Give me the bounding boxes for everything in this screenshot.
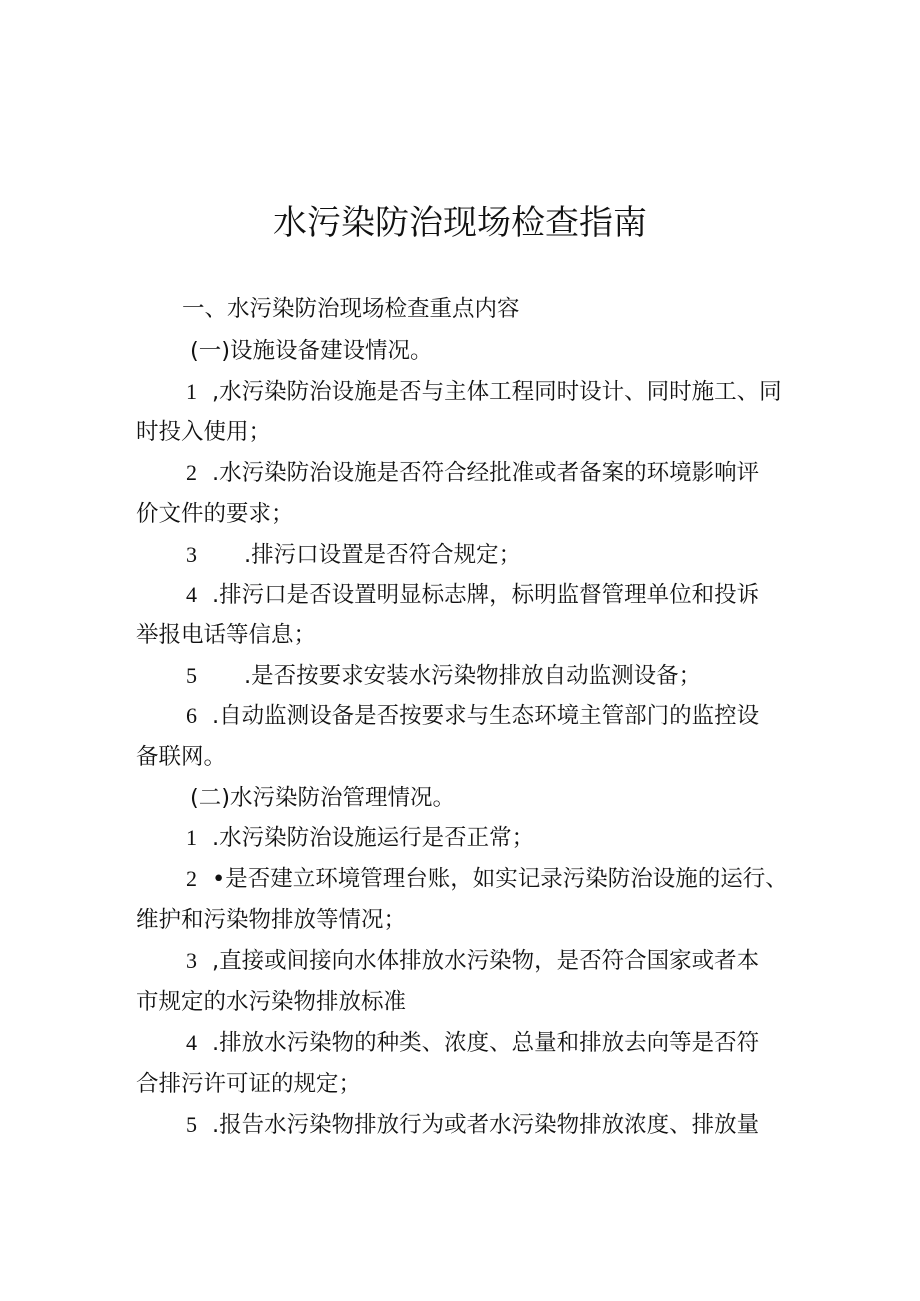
item-text: .水污染防治设施运行是否正常； — [212, 825, 535, 851]
item-text: .自动监测设备是否按要求与生态环境主管部门的监控设 — [212, 703, 760, 729]
item-number: 4 — [186, 582, 197, 607]
item-number: 5 — [186, 663, 197, 688]
list-item — [186, 377, 782, 407]
item-number: 3 — [186, 948, 197, 973]
list-item — [186, 540, 521, 570]
list-item — [186, 580, 759, 610]
item-number: 2 — [186, 460, 197, 485]
list-item-continuation: 举报电话等信息； — [136, 622, 317, 648]
list-item-continuation: 时投入使用； — [136, 419, 272, 445]
item-number: 3 — [186, 542, 197, 567]
item-text: .排污口设置是否符合规定； — [244, 542, 522, 568]
page-title: 水污染防治现场检查指南 — [273, 203, 647, 243]
list-item — [186, 458, 759, 488]
item-number: 4 — [186, 1030, 197, 1055]
list-item-continuation: 备联网。 — [136, 744, 227, 770]
section-heading: 一、水污染防治现场检查重点内容 — [182, 296, 520, 322]
subsection-heading-1: (一)设施设备建设情况。 — [190, 338, 433, 364]
list-item — [186, 1028, 759, 1058]
item-text: ,水污染防治设施是否与主体工程同时设计、同时施工、同 — [212, 379, 782, 405]
item-number: 2 — [186, 866, 197, 891]
list-item — [186, 661, 701, 691]
list-item — [186, 823, 534, 853]
list-item-continuation: 价文件的要求； — [136, 501, 294, 527]
subsection-heading-2: (二)水污染防治管理情况。 — [190, 785, 456, 811]
item-text: .排放水污染物的种类、浓度、总量和排放去向等是否符 — [212, 1030, 760, 1056]
list-item-continuation: 合排污许可证的规定； — [136, 1071, 362, 1097]
item-number: 1 — [186, 825, 197, 850]
list-item — [186, 1110, 759, 1140]
list-item — [186, 701, 759, 731]
item-number: 6 — [186, 703, 197, 728]
item-number: 1 — [186, 379, 197, 404]
item-text: .水污染防治设施是否符合经批准或者备案的环境影响评 — [212, 460, 760, 486]
list-item-continuation: 维护和污染物排放等情况； — [136, 907, 407, 933]
list-item — [186, 946, 759, 976]
list-item-continuation: 市规定的水污染物排放标准 — [136, 989, 407, 1015]
item-number: 5 — [186, 1112, 197, 1137]
item-text: •是否建立环境管理台账，如实记录污染防治设施的运行、 — [212, 866, 788, 892]
item-text: ,直接或间接向水体排放水污染物，是否符合国家或者本 — [212, 948, 760, 974]
item-text: .报告水污染物排放行为或者水污染物排放浓度、排放量 — [212, 1112, 760, 1138]
list-item — [186, 864, 788, 894]
item-text: .是否按要求安装水污染物排放自动监测设备； — [244, 663, 702, 689]
item-text: .排污口是否设置明显标志牌，标明监督管理单位和投诉 — [212, 582, 760, 608]
